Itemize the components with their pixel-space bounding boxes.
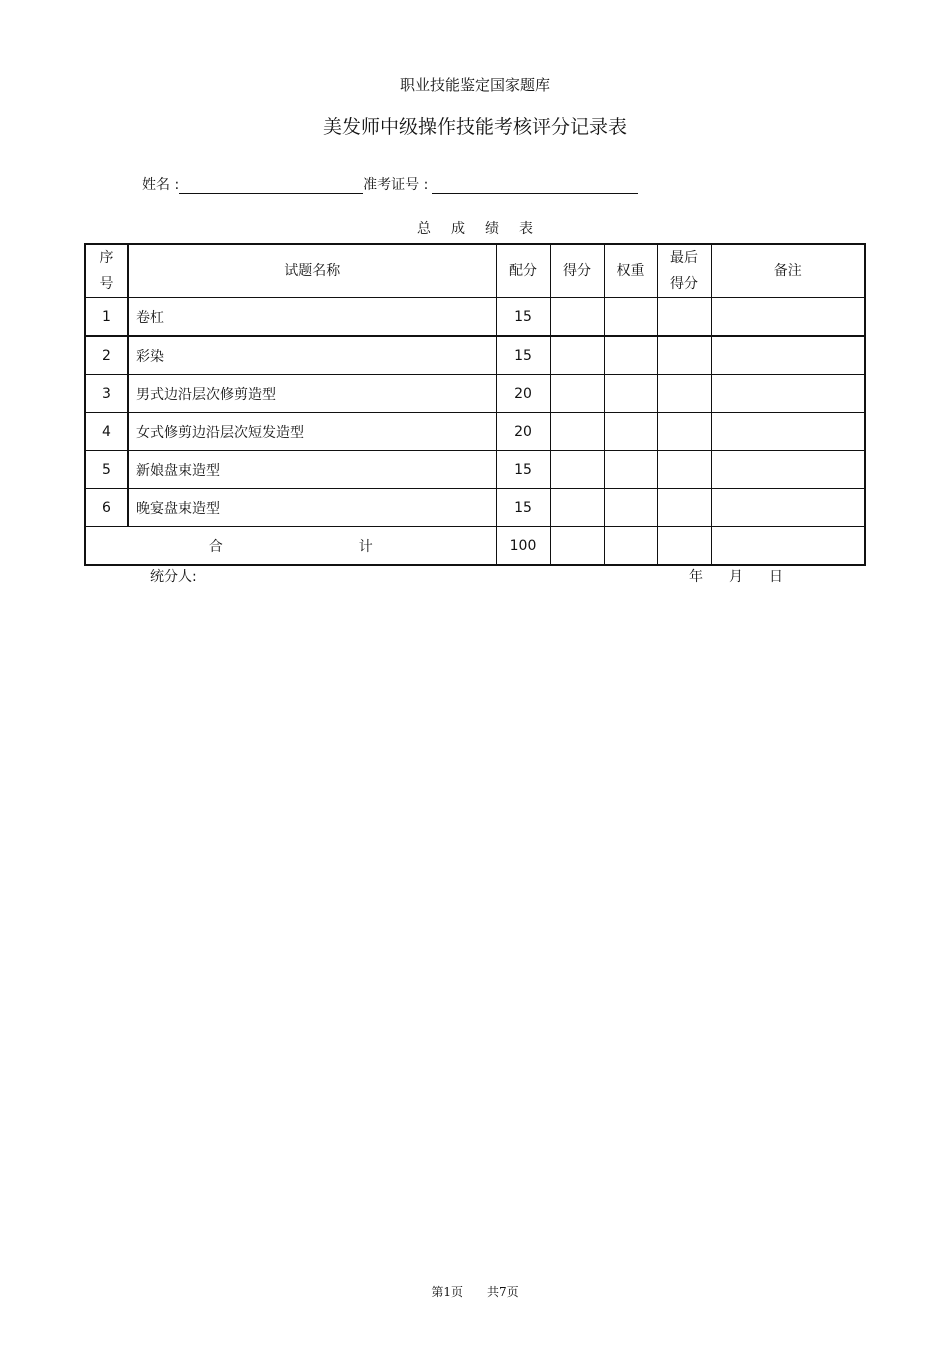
points-cell: 20 xyxy=(496,413,550,451)
note-cell[interactable] xyxy=(711,451,865,489)
score-cell[interactable] xyxy=(550,413,604,451)
note-cell[interactable] xyxy=(711,298,865,337)
weight-cell[interactable] xyxy=(604,451,657,489)
final-score-cell[interactable] xyxy=(657,375,711,413)
score-cell[interactable] xyxy=(550,451,604,489)
date-month: 月 xyxy=(729,569,743,585)
weight-cell[interactable] xyxy=(604,336,657,375)
cert-number-field[interactable] xyxy=(432,177,638,194)
score-cell[interactable] xyxy=(550,336,604,375)
item-name-cell: 卷杠 xyxy=(128,298,496,337)
note-cell[interactable] xyxy=(711,336,865,375)
header-note: 备注 xyxy=(711,244,865,298)
seq-cell: 1 xyxy=(85,298,128,337)
date-year: 年 xyxy=(689,569,703,585)
points-cell: 15 xyxy=(496,451,550,489)
table-row xyxy=(85,413,865,451)
score-cell[interactable] xyxy=(550,375,604,413)
seq-cell: 6 xyxy=(85,489,128,527)
seq-cell: 2 xyxy=(85,336,128,375)
seq-cell: 5 xyxy=(85,451,128,489)
header-name: 试题名称 xyxy=(128,244,496,298)
weight-cell[interactable] xyxy=(604,489,657,527)
points-cell: 15 xyxy=(496,336,550,375)
name-field[interactable] xyxy=(179,177,363,194)
points-cell: 15 xyxy=(496,489,550,527)
table-row xyxy=(85,451,865,489)
final-score-cell[interactable] xyxy=(657,336,711,375)
date-day: 日 xyxy=(769,569,783,585)
page-footer xyxy=(0,1283,950,1300)
score-cell[interactable] xyxy=(550,489,604,527)
total-points: 100 xyxy=(496,527,550,566)
date-line xyxy=(689,566,809,586)
header-points: 配分 xyxy=(496,244,550,298)
header-seq: 序号 xyxy=(85,244,128,298)
table-row xyxy=(85,489,865,527)
total-score-cell[interactable] xyxy=(550,527,604,566)
total-final-cell[interactable] xyxy=(657,527,711,566)
header-final: 最后得分 xyxy=(657,244,711,298)
score-table xyxy=(84,243,866,566)
header-score: 得分 xyxy=(550,244,604,298)
subtitle: 职业技能鉴定国家题库 xyxy=(399,76,550,94)
note-cell[interactable] xyxy=(711,489,865,527)
page-total: 共7页 xyxy=(487,1285,519,1299)
signer-label: 统分人: xyxy=(150,569,197,585)
candidate-info xyxy=(142,174,638,194)
final-score-cell[interactable] xyxy=(657,298,711,337)
header-weight: 权重 xyxy=(604,244,657,298)
final-score-cell[interactable] xyxy=(657,413,711,451)
weight-cell[interactable] xyxy=(604,298,657,337)
page-title: 美发师中级操作技能考核评分记录表 xyxy=(322,116,627,138)
item-name-cell: 彩染 xyxy=(128,336,496,375)
page-number: 第1页 xyxy=(431,1285,463,1299)
points-cell: 15 xyxy=(496,298,550,337)
table-row xyxy=(85,375,865,413)
cert-label: 准考证号 : xyxy=(363,177,429,193)
table-row xyxy=(85,336,865,375)
table-caption: 总成绩表 xyxy=(417,221,553,237)
item-name-cell: 新娘盘束造型 xyxy=(128,451,496,489)
total-label: 合 计 xyxy=(85,527,496,566)
points-cell: 20 xyxy=(496,375,550,413)
seq-cell: 3 xyxy=(85,375,128,413)
final-score-cell[interactable] xyxy=(657,451,711,489)
item-name-cell: 女式修剪边沿层次短发造型 xyxy=(128,413,496,451)
weight-cell[interactable] xyxy=(604,413,657,451)
seq-cell: 4 xyxy=(85,413,128,451)
item-name-cell: 晚宴盘束造型 xyxy=(128,489,496,527)
weight-cell[interactable] xyxy=(604,375,657,413)
final-score-cell[interactable] xyxy=(657,489,711,527)
total-note-cell[interactable] xyxy=(711,527,865,566)
note-cell[interactable] xyxy=(711,413,865,451)
score-cell[interactable] xyxy=(550,298,604,337)
note-cell[interactable] xyxy=(711,375,865,413)
name-label: 姓名 : xyxy=(142,177,180,193)
item-name-cell: 男式边沿层次修剪造型 xyxy=(128,375,496,413)
table-row xyxy=(85,298,865,337)
total-weight-cell[interactable] xyxy=(604,527,657,566)
